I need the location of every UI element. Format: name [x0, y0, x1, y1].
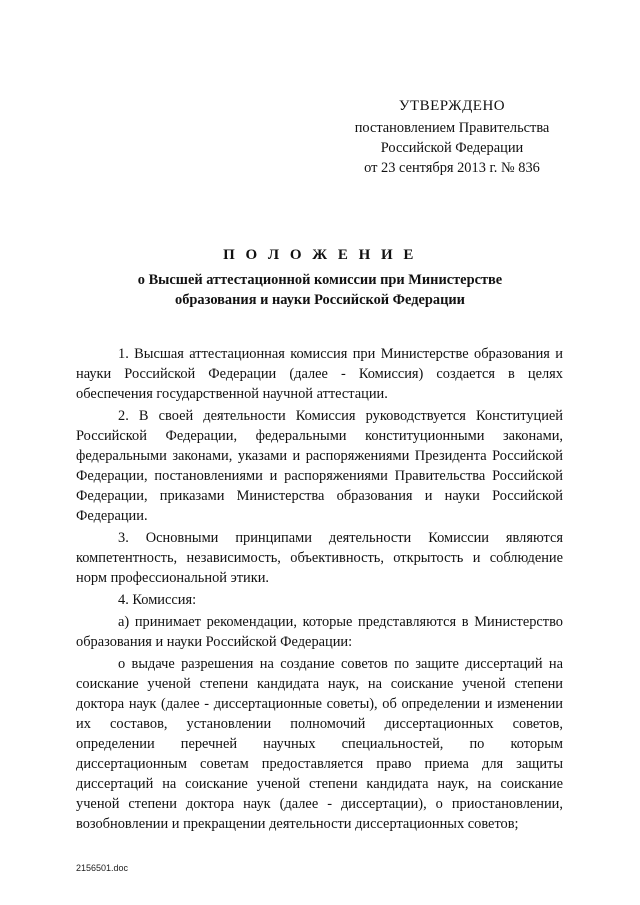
approval-line-2: Российской Федерации [380, 140, 524, 156]
document-body [76, 344, 563, 836]
title-heading: П О Л О Ж Е Н И Е [223, 247, 417, 263]
paragraph-4: 4. Комиссия: [118, 592, 197, 608]
approval-block [332, 96, 572, 178]
approval-stamp: УТВЕРЖДЕНО [398, 98, 506, 114]
paragraph-3: 3. Основными принципами деятельности Комиссии являются компетентность, независимость, объективность, открытость и соблюдение норм профессиональной этики. [76, 530, 563, 586]
footer-filename: 2156501.doc [76, 863, 129, 873]
paragraph-2: 2. В своей деятельности Комиссия руководствуется Конституцией Российской Федерации, федеральными конституционными законами, федеральными законами, указами и распоряжениями Президента Российской Федерации, постановлениями и распоряжениями Правительства Российской Федерации, приказами Министерства образования и науки Российской Федерации. [76, 408, 563, 524]
approval-line-1: постановлением Правительства [354, 120, 550, 136]
paragraph-4a-item-1: о выдаче разрешения на создание советов по защите диссертаций на соискание ученой степени кандидата наук, на соискание ученой степени доктора наук (далее - диссертационные советы), об определении и изменении их составов, установлении полномочий диссертационных советов, определении перечней научных специальностей, по которым диссертационным советам предоставляется право приема для защиты диссертаций на соискание ученой степени кандидата наук, на соискание ученой степени доктора наук (далее - диссертации), о приостановлении, возобновлении и прекращении деятельности диссертационных советов; [76, 656, 563, 832]
title-subtitle-line-1: о Высшей аттестационной комиссии при Министерстве [137, 272, 503, 288]
paragraph-4a: а) принимает рекомендации, которые представляются в Министерство образования и науки Российской Федерации: [76, 614, 563, 650]
paragraph-1: 1. Высшая аттестационная комиссия при Министерстве образования и науки Российской Федерации (далее - Комиссия) создается в целях обеспечения государственной научной аттестации. [76, 346, 563, 402]
title-subtitle-line-2: образования и науки Российской Федерации [175, 292, 465, 308]
approval-line-3: от 23 сентября 2013 г. № 836 [364, 160, 540, 176]
document-title [70, 244, 570, 310]
